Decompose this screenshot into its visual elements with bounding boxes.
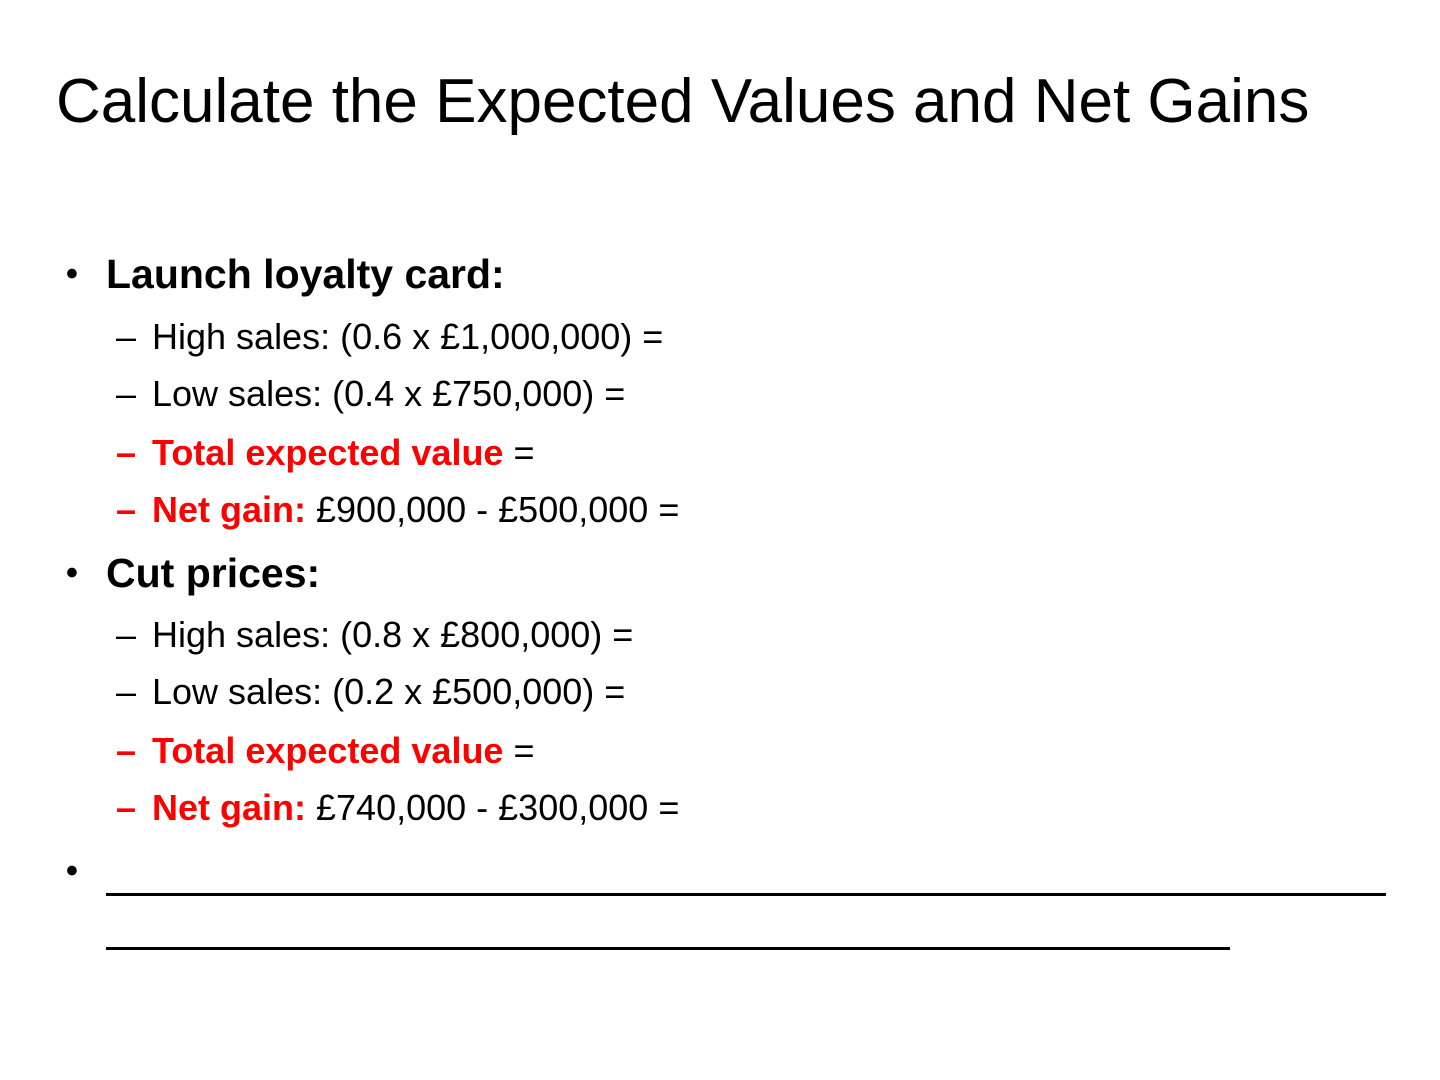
list-item-text: [152, 431, 535, 475]
net-gain-formula: £900,000 - £500,000 =: [306, 489, 680, 530]
total-expected-value-label: Total expected value: [152, 730, 504, 771]
equals-text: =: [503, 432, 535, 473]
section-heading-text: Launch loyalty card:: [106, 251, 505, 297]
dash-icon: –: [116, 730, 137, 771]
dash-icon: –: [116, 614, 137, 655]
section-heading-text: Cut prices:: [106, 550, 321, 596]
answer-blank-line: [106, 947, 1230, 950]
list-item-text: [152, 729, 535, 773]
slide-title: Calculate the Expected Values and Net Gains: [56, 67, 1310, 136]
list-item-text: [152, 488, 679, 532]
total-expected-value-label: Total expected value: [152, 432, 504, 473]
equals-text: =: [503, 730, 535, 771]
net-gain-label: Net gain:: [152, 787, 307, 828]
net-gain-label: Net gain:: [152, 489, 307, 530]
dash-icon: –: [116, 432, 137, 473]
list-item-text: Low sales: (0.2 x £500,000) =: [152, 671, 626, 712]
net-gain-formula: £740,000 - £300,000 =: [306, 787, 680, 828]
list-item-text: [152, 786, 679, 830]
list-item-text: Low sales: (0.4 x £750,000) =: [152, 373, 626, 414]
bullet-icon: •: [66, 852, 78, 890]
dash-icon: –: [116, 787, 137, 828]
dash-icon: –: [116, 373, 137, 414]
list-item-text: High sales: (0.6 x £1,000,000) =: [152, 316, 664, 357]
dash-icon: –: [116, 489, 137, 530]
bullet-icon: •: [66, 255, 78, 293]
bullet-icon: •: [66, 554, 78, 592]
dash-icon: –: [116, 316, 137, 357]
dash-icon: –: [116, 671, 137, 712]
list-item-text: High sales: (0.8 x £800,000) =: [152, 614, 634, 655]
answer-blank-line: [106, 893, 1386, 896]
